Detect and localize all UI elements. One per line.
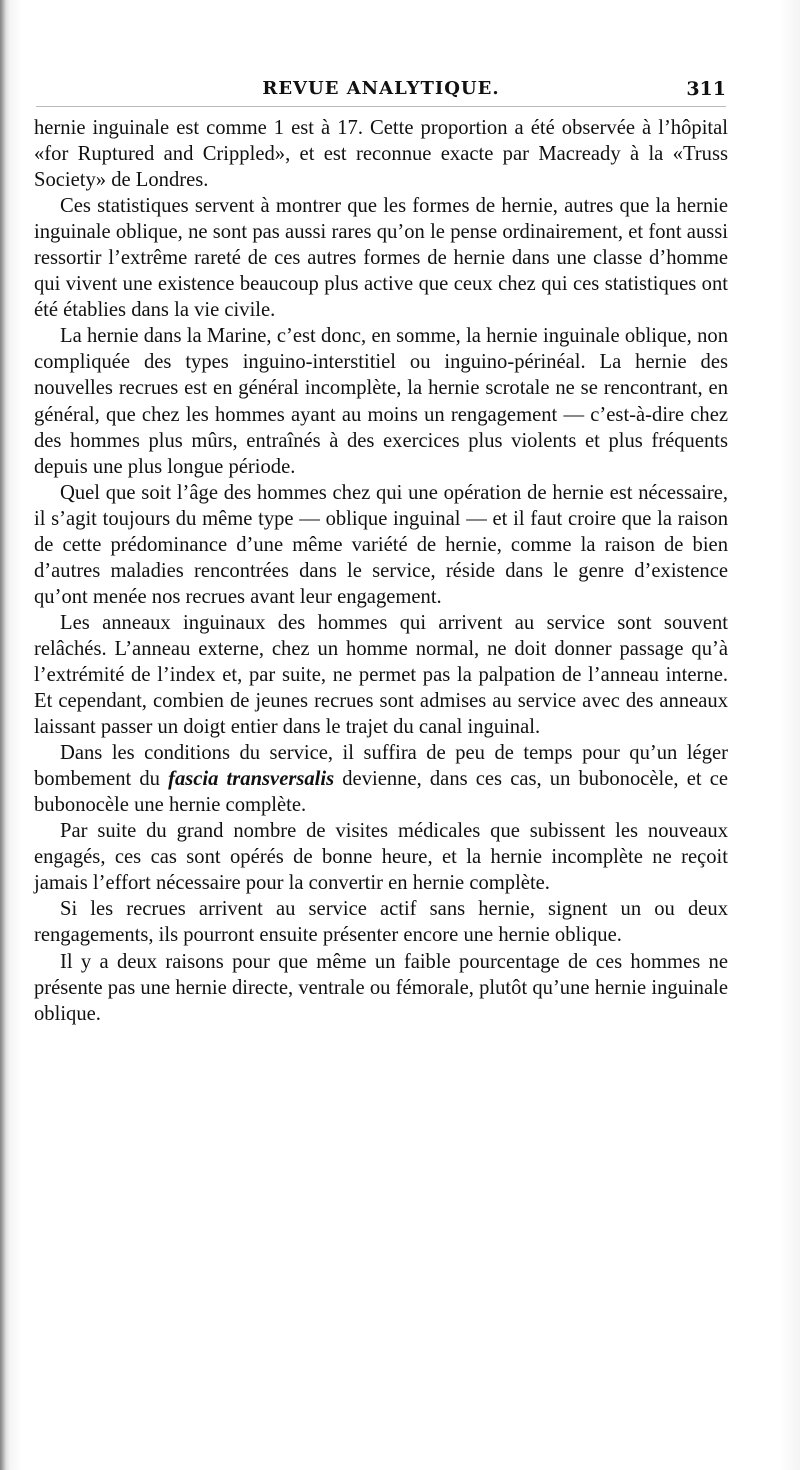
paragraph-5: Les anneaux inguinaux des hommes qui arrivent au service sont souvent relâchés. L’anneau externe, chez un homme normal, ne doit donner passage qu’à l’extrémité de l’index et, par suite, ne permet pas la palpation de l’anneau interne. Et cependant, combien de jeunes recrues sont admises au service avec des anneaux laissant passer un doigt entier dans le trajet du canal inguinal. [34, 611, 728, 739]
paragraph-4: Quel que soit l’âge des hommes chez qui une opération de hernie est nécessaire, il s’agit toujours du même type — oblique inguinal — et il faut croire que la raison de cette prédominance d’une même variété de hernie, comme la raison de bien d’autres maladies rencontrées dans le service, réside dans le genre d’existence qu’ont menée nos recrues avant leur engagement. [34, 481, 728, 608]
paragraph-1: hernie inguinale est comme 1 est à 17. Cette proportion a été observée à l’hôpital «for Ruptured and Crippled», et est reconnue exacte par Macready à la «Truss Society» de Londres. [34, 117, 728, 192]
paragraph-8: Si les recrues arrivent au service actif sans hernie, signent un ou deux rengagements, ils pourront ensuite présenter encore une hernie oblique. [34, 898, 728, 947]
paragraph-3: La hernie dans la Marine, c’est donc, en somme, la hernie inguinale oblique, non compliquée des types inguino-interstitiel ou inguino-périnéal. La hernie des nouvelles recrues est en général incomplète, la hernie scrotale ne se rencontrant, en général, que chez les hommes ayant au moins un rengagement — c’est-à-dire chez des hommes plus mûrs, entraînés à des exercices plus violents et plus fréquents depuis une plus longue période. [34, 325, 728, 478]
body-text [34, 115, 728, 1027]
page-number: 311 [686, 78, 726, 100]
paragraph-9: Il y a deux raisons pour que même un faible pourcentage de ces hommes ne présente pas une hernie directe, ventrale ou fémorale, plutôt qu’une hernie inguinale oblique. [34, 950, 728, 1025]
paragraph-6-before: Dans les conditions du service, il suffira de peu de temps pour qu’un léger bombement du [34, 742, 728, 791]
paragraph-7: Par suite du grand nombre de visites médicales que subissent les nouveaux engagés, ces cas sont opérés de bonne heure, et la hernie incomplète ne reçoit jamais l’effort nécessaire pour la convertir en hernie complète. [34, 820, 728, 895]
running-head: REVUE ANALYTIQUE. [262, 78, 500, 99]
header-rule [36, 106, 726, 107]
paragraph-6-after: devienne, dans ces cas, un bubonocèle, et ce bubonocèle une hernie complète. [34, 768, 728, 817]
italic-term: fascia transversalis [168, 768, 335, 791]
paragraph-6 [34, 740, 728, 818]
binding-edge-shadow [0, 0, 10, 1470]
paragraph-2: Ces statistiques servent à montrer que les formes de hernie, autres que la hernie inguinale oblique, ne sont pas aussi rares qu’on le pense ordinairement, et font aussi ressortir l’extrême rareté de ces autres formes de hernie dans une classe d’homme qui vivent une existence beaucoup plus active que ceux chez qui ces statistiques ont été établies dans la vie civile. [34, 195, 728, 322]
